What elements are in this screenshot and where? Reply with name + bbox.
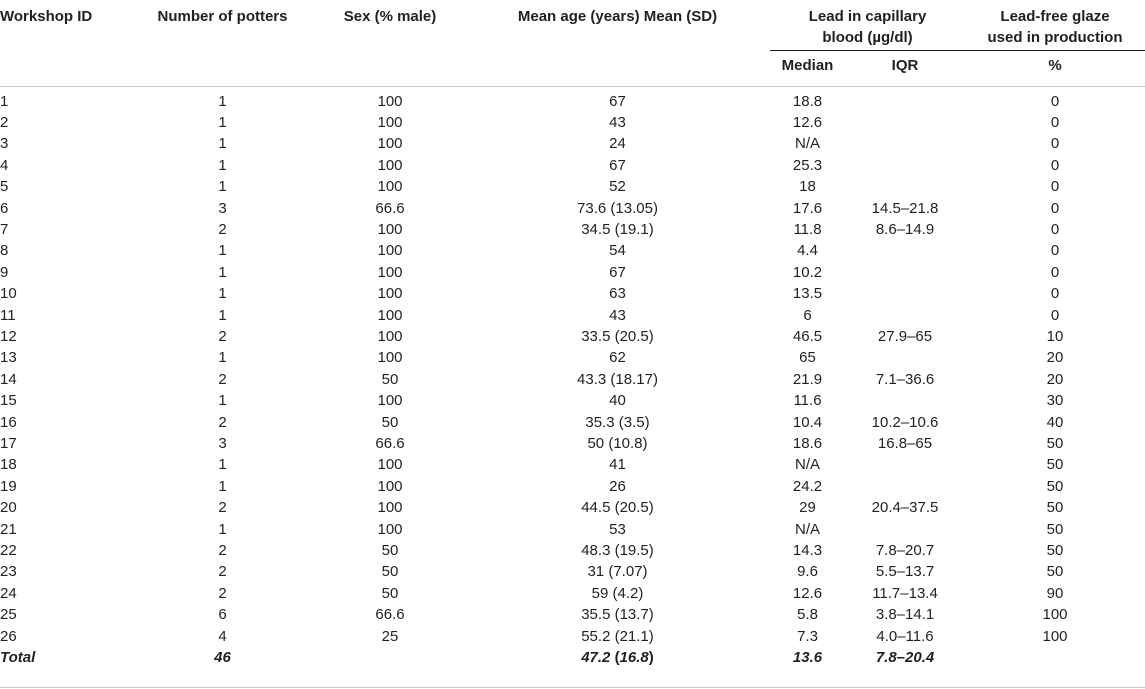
cell-glaze-percent: 0 <box>1050 306 1060 324</box>
cell-median: 5.8 <box>797 606 818 624</box>
cell-workshop-id: 8 <box>0 242 9 260</box>
cell-workshop-id: 19 <box>0 477 17 495</box>
cell-number-of-potters: 2 <box>218 370 227 388</box>
cell-workshop-id: 6 <box>0 199 9 217</box>
cell-glaze-percent: 0 <box>1050 220 1060 238</box>
cell-sex: 25 <box>381 627 399 645</box>
table-row <box>0 219 1145 240</box>
cell-median: 9.6 <box>797 563 818 581</box>
cell-number-of-potters: 1 <box>218 520 227 538</box>
cell-iqr <box>845 454 965 475</box>
cell-workshop-id: 22 <box>0 542 17 560</box>
cell-sex: 50 <box>381 370 399 388</box>
cell-number-of-potters: 1 <box>218 285 227 303</box>
cell-sex: 100 <box>377 349 403 367</box>
cell-mean-age: 55.2 (21.1) <box>581 627 654 645</box>
cell-glaze-percent: 10 <box>1046 327 1064 345</box>
cell-workshop-id: 23 <box>0 563 17 581</box>
cell-iqr <box>845 476 965 497</box>
total-age-close-paren: ) <box>648 649 654 667</box>
cell-number-of-potters: 1 <box>218 263 227 281</box>
cell-mean-age: 26 <box>609 477 626 495</box>
cell-workshop-id: 7 <box>0 220 9 238</box>
cell-number-of-potters: 1 <box>218 477 227 495</box>
table-row <box>0 604 1145 625</box>
cell-mean-age: 62 <box>609 349 626 367</box>
cell-median: 18.8 <box>792 92 823 110</box>
cell-mean-age: 50 (10.8) <box>587 435 648 452</box>
cell-workshop-id: 12 <box>0 327 17 345</box>
total-age-open-paren: ( <box>614 649 620 667</box>
cell-median: 14.3 <box>792 542 823 560</box>
total-potters: 46 <box>214 649 231 667</box>
table-row <box>0 519 1145 540</box>
cell-iqr: 7.1–36.6 <box>875 370 935 388</box>
cell-workshop-id: 11 <box>0 306 16 324</box>
cell-number-of-potters: 2 <box>218 220 227 238</box>
header-number-of-potters: Number of potters <box>157 8 288 25</box>
cell-sex: 50 <box>381 584 399 602</box>
cell-iqr <box>845 155 965 176</box>
cell-sex: 100 <box>377 477 403 495</box>
cell-number-of-potters: 1 <box>218 178 227 196</box>
cell-mean-age: 63 <box>609 285 626 303</box>
cell-iqr <box>845 176 965 197</box>
cell-workshop-id: 4 <box>0 156 9 174</box>
cell-median: 18.6 <box>792 435 823 452</box>
cell-sex: 50 <box>381 563 399 581</box>
total-age-mean: 47.2 <box>581 649 611 667</box>
cell-workshop-id: 24 <box>0 584 17 602</box>
cell-median: 12.6 <box>792 113 823 131</box>
table-row <box>0 305 1145 326</box>
total-glaze <box>965 647 1145 668</box>
cell-glaze-percent: 0 <box>1050 92 1060 110</box>
cell-mean-age: 41 <box>609 456 626 474</box>
table-row <box>0 497 1145 518</box>
cell-glaze-percent: 0 <box>1050 113 1060 131</box>
cell-iqr: 8.6–14.9 <box>875 220 935 238</box>
header-iqr: IQR <box>845 50 965 86</box>
header-lead-line2: blood (µg/dl) <box>822 29 913 46</box>
cell-median: 4.4 <box>797 242 818 260</box>
header-lead-line1: Lead in capillary <box>808 8 927 25</box>
header-mean-age: Mean age (years) Mean (SD) <box>517 8 718 25</box>
cell-workshop-id: 1 <box>0 92 9 110</box>
cell-iqr <box>845 262 965 283</box>
cell-mean-age: 73.6 (13.05) <box>577 199 658 217</box>
cell-median: 29 <box>799 499 816 517</box>
cell-workshop-id: 18 <box>0 456 17 474</box>
cell-workshop-id: 15 <box>0 392 17 410</box>
table-row <box>0 369 1145 390</box>
table-row <box>0 561 1145 582</box>
cell-sex: 100 <box>377 135 403 153</box>
cell-mean-age: 24 <box>609 135 626 153</box>
cell-workshop-id: 16 <box>0 413 17 431</box>
total-label: Total <box>0 649 36 667</box>
cell-sex: 100 <box>377 92 403 110</box>
cell-workshop-id: 10 <box>0 285 17 303</box>
cell-median: N/A <box>794 135 820 153</box>
cell-number-of-potters: 2 <box>218 413 227 431</box>
cell-iqr <box>845 240 965 261</box>
cell-mean-age: 35.5 (13.7) <box>581 606 654 624</box>
table-row <box>0 476 1145 497</box>
cell-number-of-potters: 2 <box>218 327 227 345</box>
table-row <box>0 326 1145 347</box>
total-median: 13.6 <box>792 649 823 667</box>
table-row <box>0 433 1145 454</box>
cell-number-of-potters: 2 <box>218 499 227 517</box>
cell-glaze-percent: 90 <box>1046 584 1064 602</box>
cell-median: 13.5 <box>792 285 823 303</box>
cell-mean-age: 34.5 (19.1) <box>581 220 654 238</box>
total-row <box>0 647 1145 668</box>
cell-sex: 100 <box>377 456 403 474</box>
cell-median: 6 <box>803 306 812 324</box>
cell-workshop-id: 17 <box>0 435 17 452</box>
cell-workshop-id: 20 <box>0 499 17 517</box>
cell-median: 46.5 <box>792 327 823 345</box>
cell-glaze-percent: 0 <box>1050 156 1060 174</box>
cell-median: 10.4 <box>792 413 823 431</box>
cell-mean-age: 67 <box>609 263 626 281</box>
cell-workshop-id: 14 <box>0 370 17 388</box>
cell-iqr: 4.0–11.6 <box>876 627 934 645</box>
cell-sex: 100 <box>377 306 403 324</box>
cell-mean-age: 44.5 (20.5) <box>581 499 654 517</box>
table-row <box>0 155 1145 176</box>
cell-workshop-id: 25 <box>0 606 17 624</box>
header-lead-free-glaze <box>965 0 1145 50</box>
header-workshop-id: Workshop ID <box>0 8 93 25</box>
cell-sex: 100 <box>377 392 403 410</box>
cell-iqr <box>845 86 965 112</box>
header-median: Median <box>770 50 845 86</box>
cell-number-of-potters: 1 <box>218 242 227 260</box>
cell-glaze-percent: 50 <box>1046 563 1064 581</box>
cell-number-of-potters: 3 <box>218 435 227 452</box>
cell-iqr: 7.8–20.7 <box>875 542 935 560</box>
cell-iqr: 3.8–14.1 <box>875 606 935 624</box>
cell-iqr: 14.5–21.8 <box>871 199 939 217</box>
table-row <box>0 626 1145 647</box>
header-row <box>0 0 1145 50</box>
cell-iqr: 27.9–65 <box>877 327 933 345</box>
cell-sex: 66.6 <box>375 606 405 624</box>
table-row <box>0 262 1145 283</box>
cell-iqr <box>845 347 965 368</box>
cell-median: 24.2 <box>792 477 823 495</box>
cell-sex: 100 <box>377 285 403 303</box>
cell-mean-age: 33.5 (20.5) <box>581 327 654 345</box>
cell-glaze-percent: 100 <box>1042 606 1068 624</box>
cell-glaze-percent: 100 <box>1042 627 1068 645</box>
cell-glaze-percent: 0 <box>1050 242 1060 260</box>
cell-mean-age: 40 <box>609 392 626 410</box>
cell-sex: 100 <box>377 263 403 281</box>
cell-workshop-id: 5 <box>0 178 9 196</box>
cell-mean-age: 67 <box>609 156 626 174</box>
cell-glaze-percent: 0 <box>1050 199 1060 217</box>
cell-number-of-potters: 2 <box>218 584 227 602</box>
cell-sex: 100 <box>377 499 403 517</box>
total-age-sd: 16.8 <box>619 649 649 667</box>
cell-sex: 100 <box>377 220 403 238</box>
cell-iqr <box>845 283 965 304</box>
cell-sex: 66.6 <box>375 435 405 452</box>
cell-glaze-percent: 30 <box>1046 392 1064 410</box>
cell-iqr <box>845 390 965 411</box>
cell-sex: 100 <box>377 520 403 538</box>
table-row <box>0 283 1145 304</box>
cell-sex: 100 <box>377 178 403 196</box>
cell-median: 10.2 <box>792 263 823 281</box>
cell-glaze-percent: 20 <box>1046 370 1064 388</box>
cell-sex: 50 <box>381 542 399 560</box>
cell-mean-age: 43.3 (18.17) <box>577 370 658 388</box>
cell-number-of-potters: 1 <box>218 392 227 410</box>
table-body <box>0 86 1145 668</box>
cell-mean-age: 59 (4.2) <box>591 584 644 602</box>
cell-mean-age: 31 (7.07) <box>587 563 648 581</box>
total-iqr: 7.8–20.4 <box>875 649 935 667</box>
table-row <box>0 198 1145 219</box>
cell-mean-age: 52 <box>609 178 626 196</box>
table-row <box>0 412 1145 433</box>
cell-sex: 100 <box>377 327 403 345</box>
cell-glaze-percent: 50 <box>1046 435 1064 452</box>
table-row <box>0 240 1145 261</box>
cell-glaze-percent: 0 <box>1050 178 1060 196</box>
cell-glaze-percent: 50 <box>1046 456 1064 474</box>
cell-sex: 66.6 <box>375 199 405 217</box>
cell-iqr <box>845 519 965 540</box>
cell-workshop-id: 13 <box>0 349 17 367</box>
cell-mean-age: 43 <box>609 113 626 131</box>
cell-workshop-id: 3 <box>0 135 9 153</box>
table-row <box>0 454 1145 475</box>
cell-workshop-id: 9 <box>0 263 9 281</box>
cell-glaze-percent: 50 <box>1046 520 1064 538</box>
cell-mean-age: 35.3 (3.5) <box>585 413 650 431</box>
table-row <box>0 86 1145 112</box>
table-row <box>0 112 1145 133</box>
cell-mean-age: 48.3 (19.5) <box>581 542 654 560</box>
total-sex <box>315 647 465 668</box>
table-bottom-rule <box>0 687 1145 688</box>
cell-median: 11.6 <box>793 392 822 410</box>
cell-iqr: 16.8–65 <box>877 435 933 452</box>
cell-number-of-potters: 6 <box>218 606 227 624</box>
cell-number-of-potters: 1 <box>218 456 227 474</box>
cell-sex: 50 <box>381 413 399 431</box>
cell-workshop-id: 26 <box>0 627 17 645</box>
table-row <box>0 390 1145 411</box>
cell-sex: 100 <box>377 242 403 260</box>
table-row <box>0 347 1145 368</box>
cell-number-of-potters: 2 <box>218 542 227 560</box>
cell-glaze-percent: 0 <box>1050 135 1060 153</box>
cell-iqr: 20.4–37.5 <box>871 499 939 517</box>
cell-number-of-potters: 1 <box>218 349 227 367</box>
cell-sex: 100 <box>377 156 403 174</box>
header-glaze-line1: Lead-free glaze <box>1000 8 1110 25</box>
cell-number-of-potters: 1 <box>218 113 227 131</box>
cell-median: 17.6 <box>792 199 823 217</box>
cell-mean-age: 53 <box>609 520 626 538</box>
header-percent: % <box>965 50 1145 86</box>
cell-median: N/A <box>794 520 820 538</box>
cell-number-of-potters: 1 <box>218 135 227 153</box>
cell-iqr <box>845 305 965 326</box>
cell-workshop-id: 21 <box>0 520 17 538</box>
cell-glaze-percent: 50 <box>1046 499 1064 517</box>
cell-glaze-percent: 0 <box>1050 285 1060 303</box>
cell-glaze-percent: 20 <box>1046 349 1064 367</box>
cell-number-of-potters: 2 <box>218 563 227 581</box>
header-sex: Sex (% male) <box>343 8 437 25</box>
cell-mean-age: 54 <box>609 242 626 260</box>
table-row <box>0 133 1145 154</box>
cell-workshop-id: 2 <box>0 113 9 131</box>
header-lead-capillary-blood <box>770 0 965 50</box>
cell-median: N/A <box>794 456 820 474</box>
table-row <box>0 540 1145 561</box>
cell-number-of-potters: 3 <box>218 199 227 217</box>
cell-glaze-percent: 0 <box>1050 263 1060 281</box>
cell-iqr: 11.7–13.4 <box>872 584 938 602</box>
cell-median: 21.9 <box>792 370 823 388</box>
cell-number-of-potters: 4 <box>218 627 227 645</box>
cell-number-of-potters: 1 <box>218 92 227 110</box>
cell-number-of-potters: 1 <box>218 306 227 324</box>
cell-mean-age: 43 <box>609 306 626 324</box>
cell-median: 25.3 <box>792 156 823 174</box>
table-row <box>0 176 1145 197</box>
header-glaze-line2: used in production <box>987 29 1123 46</box>
cell-glaze-percent: 40 <box>1046 413 1064 431</box>
cell-iqr <box>845 133 965 154</box>
cell-number-of-potters: 1 <box>218 156 227 174</box>
table-row <box>0 583 1145 604</box>
cell-median: 12.6 <box>792 584 823 602</box>
cell-glaze-percent: 50 <box>1046 477 1064 495</box>
cell-median: 11.8 <box>793 220 822 238</box>
cell-sex: 100 <box>377 113 403 131</box>
cell-iqr <box>845 112 965 133</box>
cell-median: 7.3 <box>797 627 818 645</box>
cell-glaze-percent: 50 <box>1046 542 1064 560</box>
cell-iqr: 10.2–10.6 <box>871 413 939 431</box>
cell-mean-age: 67 <box>609 92 626 110</box>
total-mean-age <box>465 647 770 668</box>
cell-iqr: 5.5–13.7 <box>875 563 935 581</box>
cell-median: 65 <box>799 349 816 367</box>
cell-median: 18 <box>799 178 816 196</box>
